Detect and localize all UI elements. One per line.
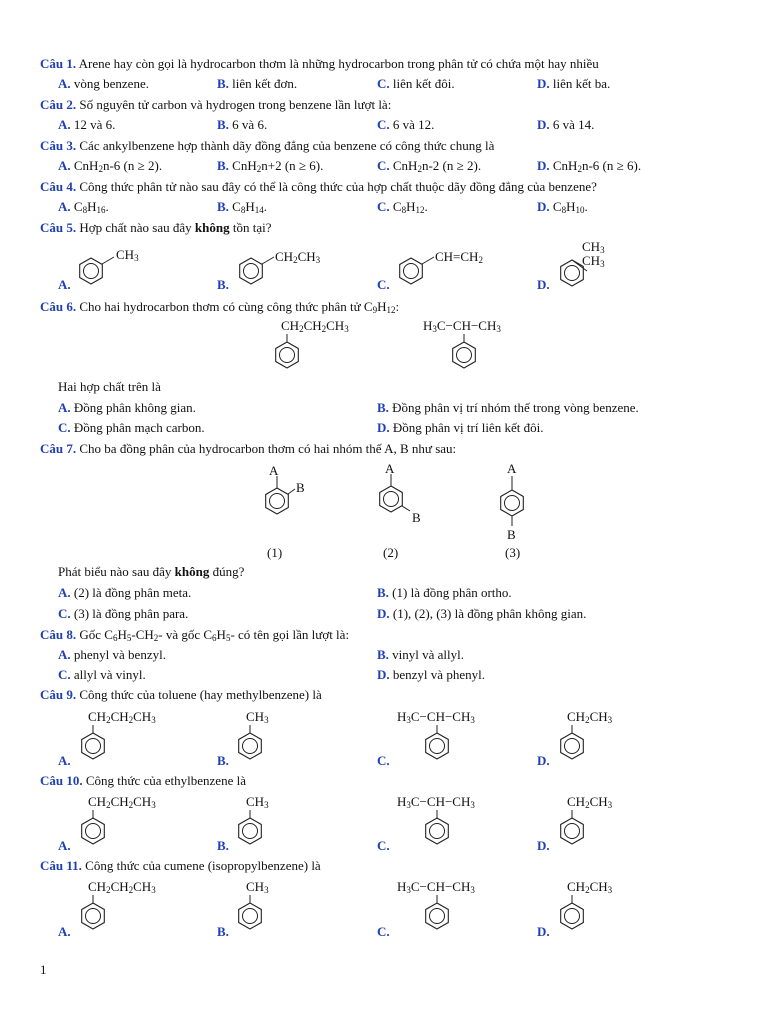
q11-d-substituent: $CH_2CH_3$ (567, 879, 613, 895)
q3-option-d[interactable]: D. CnH$_2$n-6 (n ≥ 6). (537, 158, 642, 174)
q11-option-a[interactable]: A. (58, 924, 71, 939)
q7-s3-label-b: B (507, 527, 516, 542)
q10-option-d[interactable]: D. (537, 838, 550, 853)
q7-caption-3: (3) (505, 545, 521, 560)
q7-s2-label-a: A (385, 461, 395, 476)
q9-option-b[interactable]: B. (217, 753, 229, 768)
q7-s3-label-a: A (507, 461, 517, 476)
q6-lead: Hai hợp chất trên là (58, 379, 161, 394)
q6-stem: Câu 6. Cho hai hydrocarbon thơm có cùng công thức phân tử $C_9H_{12}$: (40, 299, 400, 315)
q4-stem: Câu 4. Công thức phân tử nào sau đây có thể là công thức của hợp chất thuộc dãy đồng đẳng của benzene? (40, 179, 597, 194)
q7-option-c[interactable]: C. (3) là đồng phân para. (58, 606, 189, 621)
q2-stem: Câu 2. Số nguyên tử carbon và hydrogen trong benzene lần lượt là: (40, 97, 392, 112)
q10-d-ring (557, 816, 587, 846)
q5-d-substituent: $CH_3$ $CH_3$ (582, 239, 605, 269)
q9-b-substituent: $CH_3$ (246, 709, 269, 725)
q11-c-substituent: $H_3C-CH-CH_3$ (397, 879, 475, 895)
q10-stem: Câu 10. Công thức của ethylbenzene là (40, 773, 246, 788)
q9-option-c[interactable]: C. (377, 753, 390, 768)
q6-structure-2-substituent: $H_3C-CH-CH_3$ (423, 318, 501, 334)
page-number: 1 (40, 962, 47, 977)
q6-option-c[interactable]: C. Đồng phân mạch carbon. (58, 420, 205, 435)
q11-c-ring (422, 901, 452, 931)
q5-option-c[interactable]: C. (377, 277, 390, 292)
q10-a-substituent: $CH_2CH_2CH_3$ (88, 794, 156, 810)
q11-option-c[interactable]: C. (377, 924, 390, 939)
q11-d-ring (557, 901, 587, 931)
q9-c-ring (422, 731, 452, 761)
q8-option-b[interactable]: B. vinyl và allyl. (377, 647, 465, 662)
q11-a-ring (78, 901, 108, 931)
q6-structure-1-substituent: $CH_2CH_2CH_3$ (281, 318, 349, 334)
q6-option-a[interactable]: A. Đồng phân không gian. (58, 400, 196, 415)
q8-option-a[interactable]: A. phenyl và benzyl. (58, 647, 166, 662)
q1-option-c[interactable]: C. liên kết đôi. (377, 76, 455, 91)
q3-option-c[interactable]: C. CnH$_2$n-2 (n ≥ 2). (377, 158, 482, 174)
q5-a-benzene-ring (76, 256, 106, 286)
q6-structure-2-ring (449, 340, 479, 370)
q11-stem: Câu 11. Công thức của cumene (isopropylbenzene) là (40, 858, 321, 873)
q2-option-c[interactable]: C. 6 và 12. (377, 117, 435, 132)
q7-option-a[interactable]: A. (2) là đồng phân meta. (58, 585, 192, 600)
q5-stem: Câu 5. Hợp chất nào sau đây không tồn tại? (40, 220, 272, 235)
q7-s1-ring (262, 486, 292, 516)
q11-option-d[interactable]: D. (537, 924, 550, 939)
q7-option-d[interactable]: D. (1), (2), (3) là đồng phân không gian. (377, 606, 587, 621)
q9-a-ring (78, 731, 108, 761)
q4-option-a[interactable]: A. $C_8H_{16}$. (58, 199, 109, 215)
q5-a-substituent: $CH_3$ (116, 247, 139, 263)
q4-option-d[interactable]: D. $C_8H_{10}$. (537, 199, 588, 215)
q5-option-b[interactable]: B. (217, 277, 229, 292)
q5-c-benzene-ring (396, 256, 426, 286)
q7-option-b[interactable]: B. (1) là đồng phân ortho. (377, 585, 512, 600)
q1-stem: Câu 1. Arene hay còn gọi là hydrocarbon thơm là những hydrocarbon trong phân tử có chứa một hay nhiều (40, 56, 599, 71)
q7-lead: Phát biểu nào sau đây không đúng? (58, 564, 245, 579)
q11-b-ring (235, 901, 265, 931)
q10-d-substituent: $CH_2CH_3$ (567, 794, 613, 810)
q8-stem: Câu 8. Gốc $C_6H_5-CH_2-$ và gốc $C_6H_5-$ có tên gọi lần lượt là: (40, 627, 350, 643)
q3-option-a[interactable]: A. CnH$_2$n-6 (n ≥ 2). (58, 158, 163, 174)
q3-stem: Câu 3. Các ankylbenzene hợp thành dãy đồng đẳng của benzene có công thức chung là (40, 138, 495, 153)
q5-c-substituent: $CH=CH_2$ (435, 249, 483, 265)
q10-c-substituent: $H_3C-CH-CH_3$ (397, 794, 475, 810)
q3-option-b[interactable]: B. CnH$_2$n+2 (n ≥ 6). (217, 158, 324, 174)
q9-a-substituent: $CH_2CH_2CH_3$ (88, 709, 156, 725)
q11-b-substituent: $CH_3$ (246, 879, 269, 895)
q10-a-ring (78, 816, 108, 846)
q2-option-a[interactable]: A. 12 và 6. (58, 117, 116, 132)
q5-option-d[interactable]: D. (537, 277, 550, 292)
q9-stem: Câu 9. Công thức của toluene (hay methylbenzene) là (40, 687, 322, 702)
q4-option-b[interactable]: B. $C_8H_{14}$. (217, 199, 267, 215)
q4-option-c[interactable]: C. $C_8H_{12}$. (377, 199, 428, 215)
q10-option-b[interactable]: B. (217, 838, 229, 853)
q10-c-ring (422, 816, 452, 846)
q8-option-d[interactable]: D. benzyl và phenyl. (377, 667, 485, 682)
q11-a-substituent: $CH_2CH_2CH_3$ (88, 879, 156, 895)
q10-b-ring (235, 816, 265, 846)
q1-option-d[interactable]: D. liên kết ba. (537, 76, 611, 91)
q2-option-b[interactable]: B. 6 và 6. (217, 117, 268, 132)
q11-option-b[interactable]: B. (217, 924, 229, 939)
q7-s2-label-b: B (412, 510, 421, 525)
q9-option-a[interactable]: A. (58, 753, 71, 768)
q10-b-substituent: $CH_3$ (246, 794, 269, 810)
q7-s1-label-b: B (296, 480, 305, 495)
q1-option-a[interactable]: A. vòng benzene. (58, 76, 149, 91)
q9-d-substituent: $CH_2CH_3$ (567, 709, 613, 725)
q8-option-c[interactable]: C. allyl và vinyl. (58, 667, 146, 682)
q9-b-ring (235, 731, 265, 761)
q9-d-ring (557, 731, 587, 761)
q9-option-d[interactable]: D. (537, 753, 550, 768)
q1-option-b[interactable]: B. liên kết đơn. (217, 76, 298, 91)
q7-caption-2: (2) (383, 545, 399, 560)
q7-s1-label-a: A (269, 463, 279, 478)
q7-s2-ring (376, 484, 406, 514)
q6-structure-1-ring (272, 340, 302, 370)
q7-caption-1: (1) (267, 545, 283, 560)
q10-option-c[interactable]: C. (377, 838, 390, 853)
q5-b-substituent: $CH_2CH_3$ (275, 249, 321, 265)
q7-s3-ring (497, 488, 527, 518)
q2-option-d[interactable]: D. 6 và 14. (537, 117, 595, 132)
q6-option-d[interactable]: D. Đồng phân vị trí liên kết đôi. (377, 420, 544, 435)
q9-c-substituent: $H_3C-CH-CH_3$ (397, 709, 475, 725)
q10-option-a[interactable]: A. (58, 838, 71, 853)
q7-stem: Câu 7. Cho ba đồng phân của hydrocarbon thơm có hai nhóm thế A, B như sau: (40, 441, 457, 456)
q5-b-benzene-ring (236, 256, 266, 286)
q6-option-b[interactable]: B. Đồng phân vị trí nhóm thế trong vòng benzene. (377, 400, 639, 415)
q5-option-a[interactable]: A. (58, 277, 71, 292)
